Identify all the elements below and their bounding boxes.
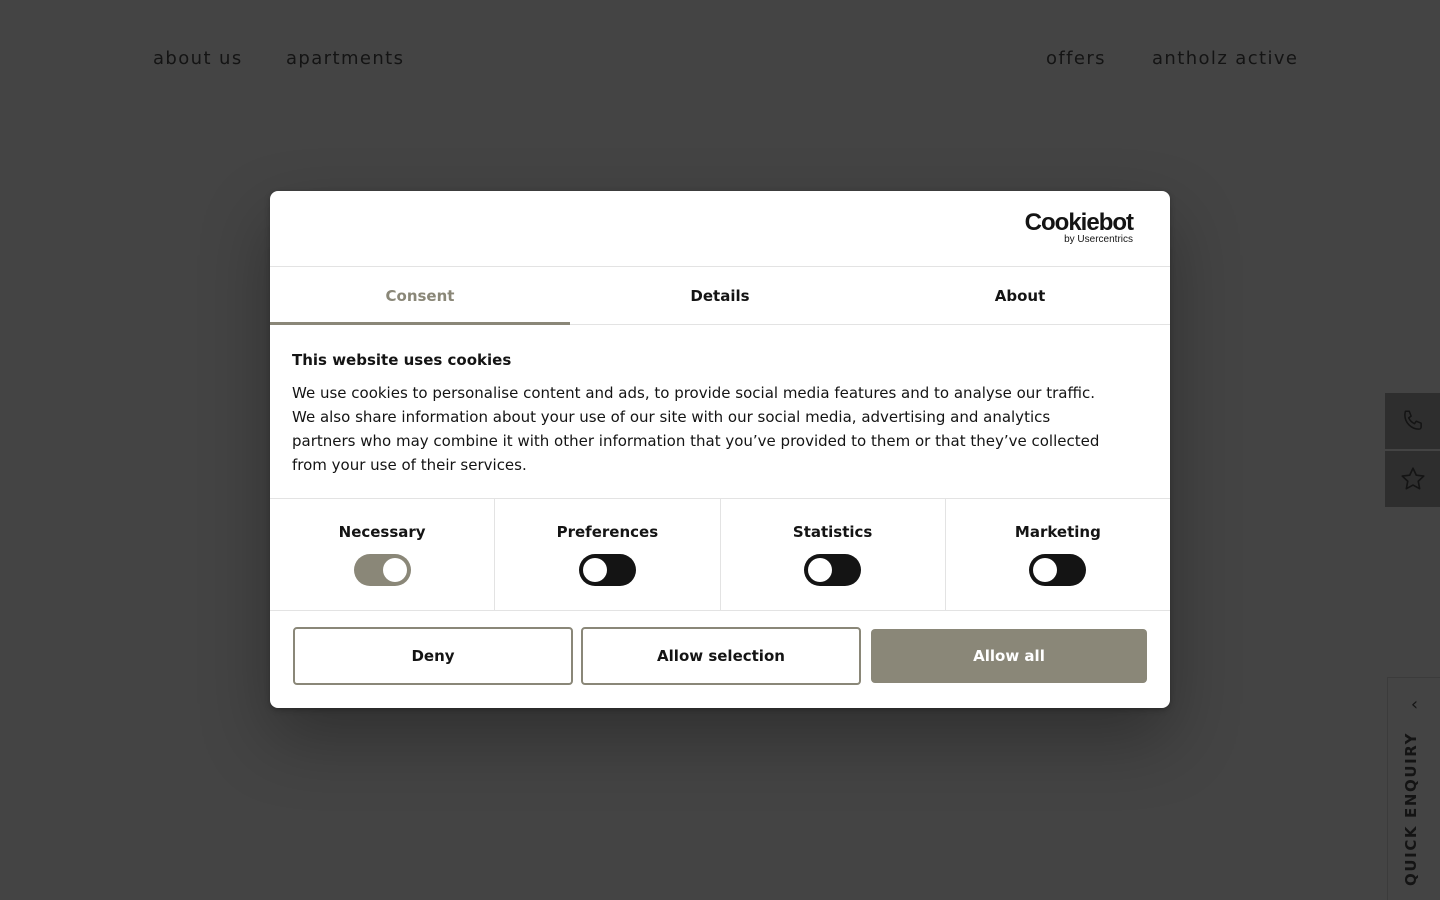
- favorites-button[interactable]: [1385, 451, 1440, 507]
- tab-about[interactable]: About: [994, 286, 1046, 305]
- necessary-toggle[interactable]: [354, 554, 411, 586]
- dialog-actions: [270, 611, 1170, 685]
- allow-selection-button[interactable]: Allow selection: [581, 627, 861, 685]
- category-label: Marketing: [1014, 523, 1101, 541]
- phone-button[interactable]: [1385, 393, 1440, 449]
- preferences-toggle[interactable]: [579, 554, 636, 586]
- phone-icon: [1400, 408, 1426, 434]
- category-label: Statistics: [792, 523, 873, 541]
- allow-all-button[interactable]: Allow all: [871, 629, 1147, 683]
- nav-link-apartments[interactable]: apartments: [286, 48, 405, 69]
- tab-consent[interactable]: Consent: [270, 267, 570, 324]
- category-label: Preferences: [556, 523, 659, 541]
- cookie-consent-dialog: [270, 191, 1170, 708]
- category-toggles: [270, 499, 1170, 611]
- nav-link-offers[interactable]: offers: [1046, 48, 1106, 69]
- toggle-knob: [583, 558, 607, 582]
- category-necessary: [270, 499, 495, 610]
- toggle-knob: [1033, 558, 1057, 582]
- toggle-knob: [383, 558, 407, 582]
- nav-link-antholz-active[interactable]: antholz active: [1152, 48, 1299, 69]
- deny-button[interactable]: Deny: [293, 627, 573, 685]
- star-icon: [1399, 465, 1427, 493]
- consent-title: This website uses cookies: [292, 351, 512, 369]
- chevron-left-icon: ‹: [1410, 694, 1419, 715]
- brand-name: Cookiebot: [1024, 209, 1133, 236]
- brand-subtitle: by Usercentrics: [1064, 234, 1133, 245]
- category-marketing: [946, 499, 1170, 610]
- category-label: Necessary: [338, 523, 426, 541]
- nav-link-about-us[interactable]: about us: [153, 48, 243, 69]
- category-preferences: [495, 499, 720, 610]
- cookiebot-logo: [1025, 211, 1133, 246]
- consent-text: We use cookies to personalise content and ads, to provide social media features and to analyse our traffic. We also share information about your use of our site with our social media, advertising and analytics partners who may combine it with other information that you’ve provided to them or that they’ve collected from your use of their services.: [292, 384, 1100, 474]
- consent-body: [270, 325, 1170, 499]
- tab-details[interactable]: Details: [690, 286, 750, 305]
- quick-enquiry-label: QUICK ENQUIRY: [1402, 731, 1420, 886]
- category-statistics: [721, 499, 946, 610]
- toggle-knob: [808, 558, 832, 582]
- marketing-toggle[interactable]: [1029, 554, 1086, 586]
- statistics-toggle[interactable]: [804, 554, 861, 586]
- dialog-tabs: [270, 267, 1170, 325]
- dialog-header: [270, 191, 1170, 267]
